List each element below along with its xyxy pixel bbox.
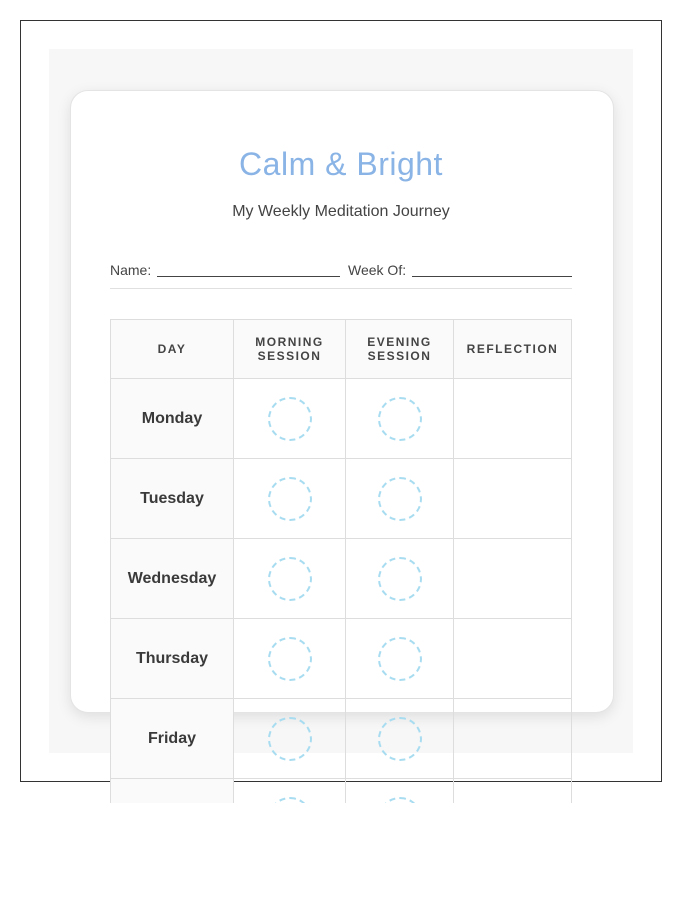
column-header-reflection: REFLECTION	[454, 320, 572, 379]
reflection-cell[interactable]	[454, 619, 572, 699]
reflection-cell[interactable]	[454, 459, 572, 539]
day-cell: Wednesday	[111, 539, 234, 619]
name-label: Name:	[110, 262, 152, 278]
reflection-cell[interactable]	[454, 379, 572, 459]
morning-checkbox-circle[interactable]	[268, 477, 312, 521]
evening-checkbox-circle[interactable]	[378, 477, 422, 521]
evening-cell	[346, 699, 454, 779]
table-row	[111, 699, 572, 779]
column-header-evening	[346, 320, 454, 379]
meditation-table	[110, 319, 572, 859]
week-field[interactable]	[412, 276, 572, 277]
column-header-morning-text: MORNING SESSION	[255, 335, 324, 363]
evening-cell	[346, 459, 454, 539]
day-cell: Thursday	[111, 619, 234, 699]
morning-cell	[234, 699, 346, 779]
evening-checkbox-circle[interactable]	[378, 557, 422, 601]
table-row	[111, 459, 572, 539]
table-row	[111, 379, 572, 459]
column-header-morning	[234, 320, 346, 379]
morning-checkbox-circle[interactable]	[268, 557, 312, 601]
column-header-day: DAY	[111, 320, 234, 379]
table-header-row	[111, 320, 572, 379]
column-header-evening-text: EVENING SESSION	[367, 335, 432, 363]
day-cell: Friday	[111, 699, 234, 779]
morning-cell	[234, 619, 346, 699]
evening-checkbox-circle[interactable]	[378, 717, 422, 761]
week-label: Week Of:	[348, 262, 407, 278]
morning-checkbox-circle[interactable]	[268, 717, 312, 761]
evening-checkbox-circle[interactable]	[378, 637, 422, 681]
morning-cell	[234, 379, 346, 459]
morning-checkbox-circle[interactable]	[268, 397, 312, 441]
name-field[interactable]	[157, 276, 340, 277]
reflection-cell[interactable]	[454, 539, 572, 619]
reflection-cell[interactable]	[454, 699, 572, 779]
evening-checkbox-circle[interactable]	[378, 397, 422, 441]
morning-cell	[234, 459, 346, 539]
name-week-row	[110, 260, 572, 289]
evening-cell	[346, 619, 454, 699]
render-cutoff	[0, 803, 700, 900]
evening-cell	[346, 539, 454, 619]
day-cell: Tuesday	[111, 459, 234, 539]
evening-cell	[346, 379, 454, 459]
morning-checkbox-circle[interactable]	[268, 637, 312, 681]
morning-cell	[234, 539, 346, 619]
page-title: Calm & Bright	[239, 146, 443, 182]
table-row	[111, 619, 572, 699]
table-row	[111, 539, 572, 619]
page-subtitle: My Weekly Meditation Journey	[232, 203, 450, 220]
day-cell: Monday	[111, 379, 234, 459]
